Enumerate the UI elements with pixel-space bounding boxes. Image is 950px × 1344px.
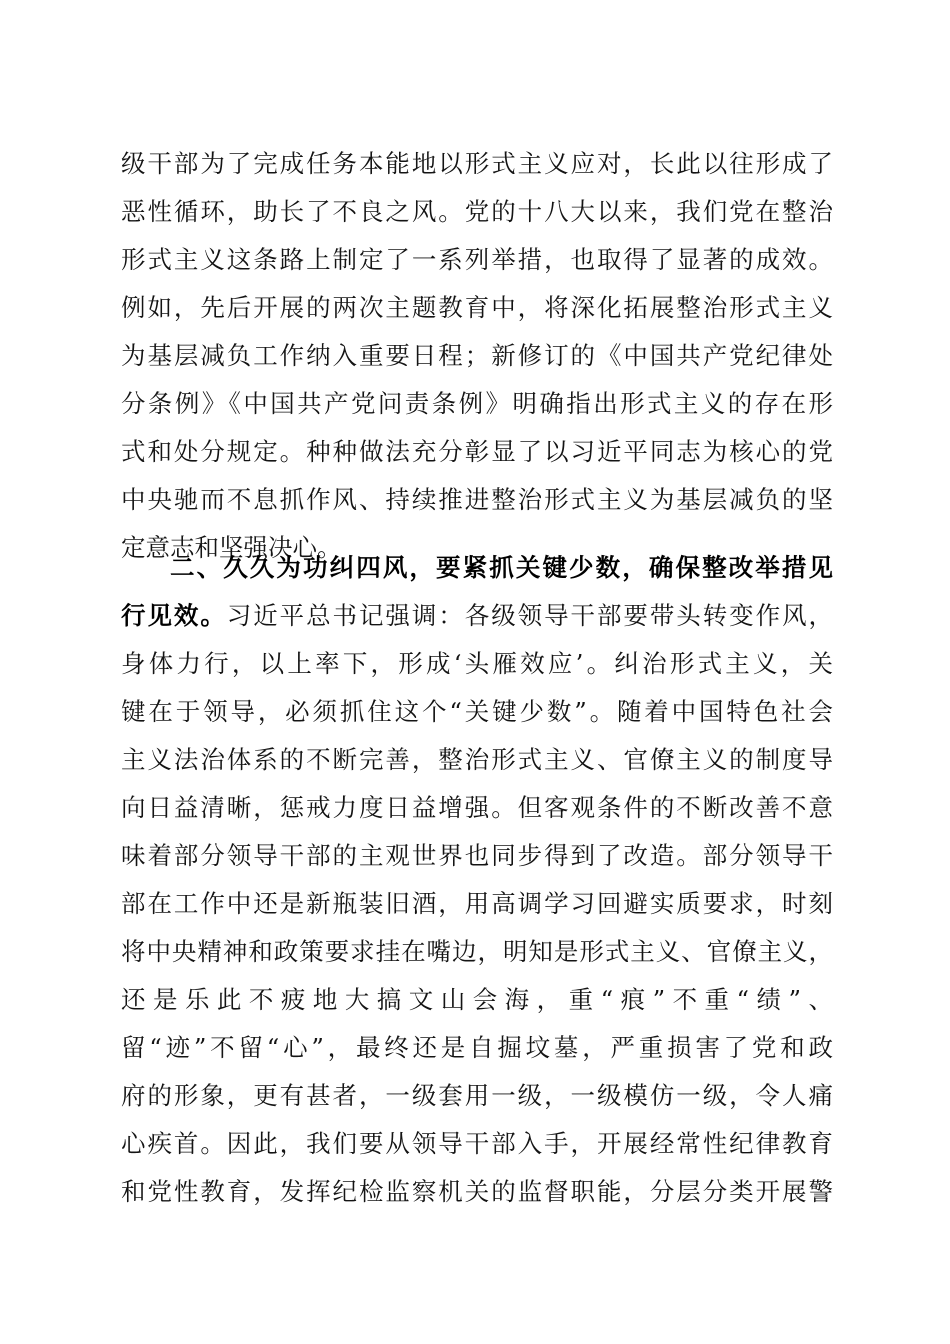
text-line: 府的形象，更有甚者，一级套用一级，一级模仿一级，令人痛 bbox=[121, 1081, 833, 1110]
text-line: 式和处分规定。种种做法充分彰显了以习近平同志为核心的党 bbox=[121, 437, 833, 466]
text-line: 定意志和坚强决心。 bbox=[121, 533, 342, 562]
text-line: 分条例》《中国共产党问责条例》明确指出形式主义的存在形 bbox=[121, 389, 833, 418]
text-line: 为基层减负工作纳入重要日程；新修订的《中国共产党纪律处 bbox=[121, 341, 833, 370]
text-line: 向日益清晰，惩戒力度日益增强。但客观条件的不断改善不意 bbox=[121, 793, 833, 822]
paragraph-1 bbox=[121, 140, 833, 572]
section-heading-end: 行见效。 bbox=[121, 601, 227, 630]
text-line: 形式主义这条路上制定了一系列举措，也取得了显著的成效。 bbox=[121, 245, 833, 274]
text-line: 中央驰而不息抓作风、持续推进整治形式主义为基层减负的坚 bbox=[121, 485, 833, 514]
text-line: 主义法治体系的不断完善，整治形式主义、官僚主义的制度导 bbox=[121, 745, 833, 774]
text-line: 心疾首。因此，我们要从领导干部入手，开展经常性纪律教育 bbox=[121, 1129, 833, 1158]
text-line: 将中央精神和政策要求挂在嘴边，明知是形式主义、官僚主义， bbox=[121, 937, 833, 966]
text-line-rest: 习近平总书记强调：各级领导干部要带头转变作风， bbox=[226, 601, 834, 630]
text-line: 恶性循环，助长了不良之风。党的十八大以来，我们党在整治 bbox=[121, 197, 833, 226]
text-line: 级干部为了完成任务本能地以形式主义应对，长此以往形成了 bbox=[121, 149, 833, 178]
text-line: 味着部分领导干部的主观世界也同步得到了改造。部分领导干 bbox=[121, 841, 833, 870]
text-line: 留“迹”不留“心”，最终还是自掘坟墓，严重损害了党和政 bbox=[121, 1033, 833, 1062]
paragraph-2 bbox=[121, 544, 833, 1216]
text-line: 身体力行，以上率下，形成‘头雁效应’。纠治形式主义，关 bbox=[121, 649, 833, 678]
section-heading: 二、久久为功纠四风，要紧抓关键少数，确保整改举措见 bbox=[170, 553, 833, 582]
text-line: 还是乐此不疲地大搞文山会海，重“痕”不重“绩”、 bbox=[121, 985, 833, 1014]
text-line bbox=[121, 592, 833, 640]
text-line: 键在于领导，必须抓住这个“关键少数”。随着中国特色社会 bbox=[121, 697, 833, 726]
text-line: 例如，先后开展的两次主题教育中，将深化拓展整治形式主义 bbox=[121, 293, 833, 322]
text-line: 部在工作中还是新瓶装旧酒，用高调学习回避实质要求，时刻 bbox=[121, 889, 833, 918]
text-line: 和党性教育，发挥纪检监察机关的监督职能，分层分类开展警 bbox=[121, 1177, 833, 1206]
